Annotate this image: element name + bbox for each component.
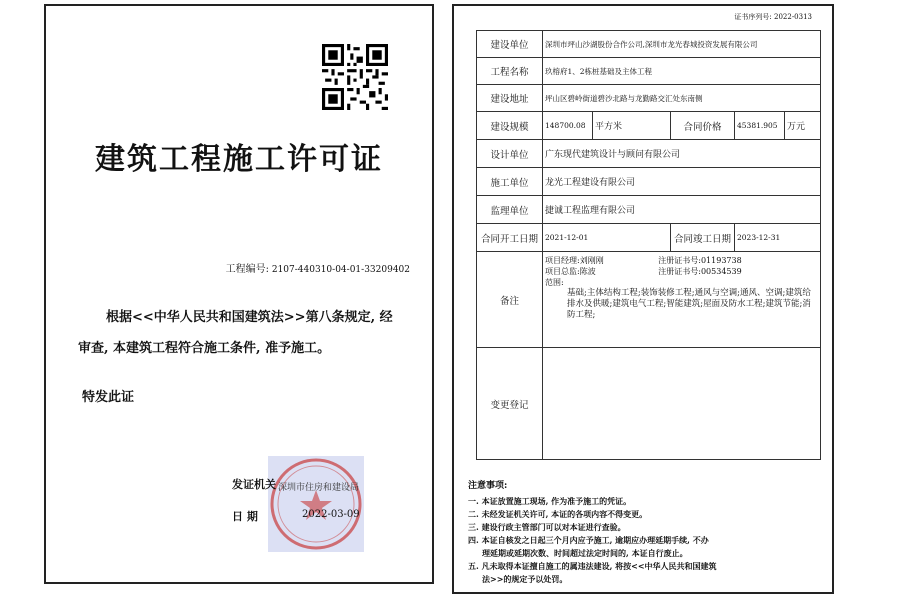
special-issue-text: 特发此证	[82, 390, 135, 405]
project-name-label: 工程名称	[477, 58, 543, 85]
table-row	[477, 168, 821, 196]
note-item: 四. 本证自核发之日起三个月内应予施工, 逾期应办理延期手续, 不办	[468, 535, 709, 545]
official-seal-icon	[266, 454, 366, 554]
address-value: 坪山区碧岭街道碧沙北路与龙勤路交汇处东南侧	[543, 85, 821, 112]
contractor-value: 龙光工程建设有限公司	[543, 168, 821, 196]
address-label: 建设地址	[477, 85, 543, 112]
supervisor-label: 监理单位	[477, 196, 543, 224]
issuer-label: 发证机关	[232, 478, 276, 491]
end-date-value: 2023-12-31	[735, 224, 821, 252]
start-date-label: 合同开工日期	[477, 224, 543, 252]
remark-label: 备注	[477, 252, 543, 348]
scope-value: 基础;主体结构工程;装饰装修工程;通风与空调;通风、空调;建筑给排水及供暖;建筑电气工程;智能建筑;屋面及防水工程;建筑节能;消防工程;	[567, 288, 811, 320]
end-date-label: 合同竣工日期	[671, 224, 735, 252]
change-record-value	[543, 348, 821, 460]
table-row	[477, 252, 821, 348]
permit-title: 建筑工程施工许可证	[95, 142, 383, 177]
project-name-value: 玖榕府1、2栋桩基础及主体工程	[543, 58, 821, 85]
price-label: 合同价格	[671, 112, 735, 140]
note-item: 二. 未经发证机关许可, 本证的各项内容不得变更。	[468, 509, 648, 519]
project-number-label: 工程编号:	[225, 264, 269, 275]
chief-name: 陈波	[579, 267, 596, 276]
permit-details-page	[452, 4, 834, 594]
scale-label: 建设规模	[477, 112, 543, 140]
table-row	[477, 196, 821, 224]
table-row	[477, 85, 821, 112]
price-unit: 万元	[785, 112, 821, 140]
table-row	[477, 224, 821, 252]
permit-cover-page	[44, 4, 434, 584]
notes-section	[468, 480, 824, 586]
design-label: 设计单位	[477, 140, 543, 168]
chief-reg-value: 00534539	[700, 267, 742, 276]
table-row	[477, 58, 821, 85]
builder-value: 深圳市坪山沙湖股份合作公司,深圳市龙光春城投资发展有限公司	[543, 31, 821, 58]
scale-value: 148700.08	[543, 112, 593, 140]
chief-reg-label: 注册证书号:	[658, 267, 701, 276]
table-row	[477, 31, 821, 58]
declaration-text: 根据<<中华人民共和国建筑法>>第八条规定, 经审查, 本建筑工程符合施工条件, 准予施工。	[78, 310, 393, 356]
supervisor-value: 捷诚工程监理有限公司	[543, 196, 821, 224]
note-item: 理延期或延期次数、时间超过法定时间的, 本证自行废止。	[482, 548, 688, 558]
contractor-label: 施工单位	[477, 168, 543, 196]
pm-reg-label: 注册证书号:	[658, 256, 701, 265]
scale-unit: 平方米	[593, 112, 671, 140]
pm-name: 刘刚刚	[579, 256, 604, 265]
certificate-serial-number: 证书序列号: 2022-0313	[734, 13, 812, 21]
note-item: 法>>的规定予以处罚。	[482, 574, 568, 584]
chief-label: 项目总监:	[545, 267, 580, 276]
start-date-value: 2021-12-01	[543, 224, 671, 252]
change-record-label: 变更登记	[477, 348, 543, 460]
table-row	[477, 112, 821, 140]
issue-date-label: 日 期	[232, 510, 258, 523]
permit-info-table	[476, 30, 821, 460]
notes-title: 注意事项:	[468, 481, 508, 491]
issuer-name: 深圳市住房和建设局	[278, 483, 360, 493]
note-item: 五. 凡未取得本证擅自施工的属违法建设, 将按<<中华人民共和国建筑	[468, 561, 717, 571]
note-item: 一. 本证放置施工现场, 作为准予施工的凭证。	[468, 496, 632, 506]
note-item: 三. 建设行政主管部门可以对本证进行查验。	[468, 522, 626, 532]
pm-reg-value: 01193738	[700, 256, 742, 265]
project-manager-line	[545, 255, 818, 266]
table-row	[477, 348, 821, 460]
design-value: 广东现代建筑设计与顾问有限公司	[543, 140, 821, 168]
table-row	[477, 140, 821, 168]
qr-code-icon	[322, 44, 388, 110]
project-number	[226, 260, 410, 275]
project-number-value: 2107-440310-04-01-33209402	[271, 265, 410, 275]
price-value: 45381.905	[735, 112, 785, 140]
scope-label: 范围:	[545, 278, 564, 287]
remark-content	[543, 252, 821, 348]
issue-date: 2022-03-09	[302, 509, 360, 520]
builder-label: 建设单位	[477, 31, 543, 58]
chief-supervisor-line	[545, 266, 818, 277]
pm-label: 项目经理:	[545, 256, 580, 265]
